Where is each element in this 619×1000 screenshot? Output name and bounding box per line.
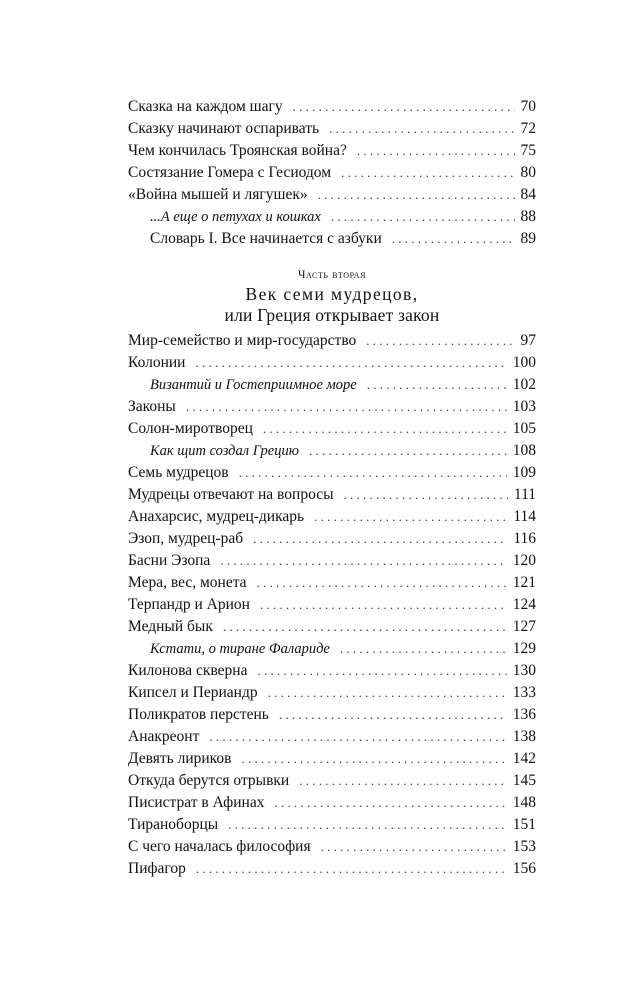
- toc-entry-page: 129: [512, 640, 536, 657]
- toc-entry-title: Византий и Гостеприимное море: [150, 377, 357, 393]
- toc-entry-title: Чем кончилась Троянская война?: [128, 142, 347, 159]
- toc-entry: [128, 572, 536, 594]
- part-title-line1: Век семи мудрецов,: [245, 284, 419, 304]
- toc-entry: [128, 330, 536, 352]
- toc-leader-dots: [220, 550, 506, 572]
- toc-leader-dots: [274, 792, 506, 814]
- toc-entry-page: 151: [512, 816, 536, 833]
- toc-entry: [128, 184, 536, 206]
- toc-entry: [128, 858, 536, 880]
- toc-entry: [128, 140, 536, 162]
- toc-entry-title: С чего началась философия: [128, 838, 311, 855]
- toc-entry-page: 148: [512, 794, 536, 811]
- toc-entry-page: 116: [513, 530, 536, 547]
- toc-leader-dots: [329, 118, 514, 140]
- toc-entry-title: Колонии: [128, 354, 186, 371]
- toc-entry-title: Мудрецы отвечают на вопросы: [128, 486, 334, 503]
- toc-entry-page: 124: [512, 596, 536, 613]
- toc-entry-title: Состязание Гомера с Гесиодом: [128, 164, 332, 181]
- toc-entry-title: «Война мышей и лягушек»: [128, 186, 308, 203]
- toc-entry-page: 120: [512, 552, 536, 569]
- toc-leader-dots: [257, 660, 506, 682]
- toc-entry: [128, 814, 536, 836]
- toc-entry-title: Килонова скверна: [128, 662, 248, 679]
- part-heading: [128, 266, 536, 326]
- toc-leader-dots: [260, 594, 507, 616]
- toc-entry: [128, 748, 536, 770]
- toc-leader-dots: [357, 140, 515, 162]
- toc-entry-page: 156: [512, 860, 536, 877]
- toc-leader-dots: [196, 858, 507, 880]
- toc-part1-list: [128, 96, 536, 250]
- toc-entry: [128, 594, 536, 616]
- toc-entry-title: ...А еще о петухах и кошках: [150, 209, 321, 225]
- toc-leader-dots: [293, 96, 515, 118]
- toc-entry-page: 127: [512, 618, 536, 635]
- toc-leader-dots: [209, 726, 506, 748]
- toc-leader-dots: [340, 638, 507, 660]
- toc-leader-dots: [242, 748, 507, 770]
- toc-entry-page: 136: [512, 706, 536, 723]
- toc-entry-title: Анахарсис, мудрец-дикарь: [128, 508, 305, 525]
- toc-entry-page: 121: [512, 574, 536, 591]
- toc-entry: [128, 396, 536, 418]
- toc-entry-title: Поликратов перстень: [128, 706, 269, 723]
- toc-entry: [128, 836, 536, 858]
- toc-entry-page: 84: [520, 186, 536, 203]
- toc-entry-page: 89: [520, 230, 536, 247]
- toc-leader-dots: [263, 418, 507, 440]
- toc-leader-dots: [309, 440, 507, 462]
- toc-entry-title: Мера, вес, монета: [128, 574, 247, 591]
- toc-entry-title: Как щит создал Грецию: [150, 443, 299, 459]
- toc-entry-title: Словарь I. Все начинается с азбуки: [150, 230, 382, 247]
- toc-entry-page: 103: [512, 398, 536, 415]
- toc-entry-page: 108: [512, 442, 536, 459]
- toc-leader-dots: [223, 616, 507, 638]
- toc-leader-dots: [392, 228, 515, 250]
- toc-leader-dots: [321, 836, 507, 858]
- toc-entry-title: Законы: [128, 398, 176, 415]
- toc-entry-title: Терпандр и Арион: [128, 596, 250, 613]
- toc-leader-dots: [257, 572, 507, 594]
- toc-entry-page: 70: [520, 98, 536, 115]
- toc-entry-page: 130: [512, 662, 536, 679]
- toc-entry-title: Кипсел и Периандр: [128, 684, 258, 701]
- toc-entry: [128, 506, 536, 528]
- toc-leader-dots: [268, 682, 507, 704]
- toc-entry-page: 142: [512, 750, 536, 767]
- toc-entry-title: Пифагор: [128, 860, 186, 877]
- toc-entry-title: Тираноборцы: [128, 816, 219, 833]
- toc-entry-title: Солон-миротворец: [128, 420, 253, 437]
- toc-leader-dots: [228, 814, 507, 836]
- toc-entry: [128, 616, 536, 638]
- toc-entry: [128, 682, 536, 704]
- toc-entry-title: Эзоп, мудрец-раб: [128, 530, 244, 547]
- toc-entry: [128, 550, 536, 572]
- toc-leader-dots: [314, 506, 507, 528]
- toc-leader-dots: [344, 484, 508, 506]
- toc-entry-title: Анакреонт: [128, 728, 200, 745]
- toc-entry-page: 97: [520, 332, 536, 349]
- toc-entry-title: Кстати, о тиране Фаларидe: [150, 641, 330, 657]
- toc-entry-page: 145: [512, 772, 536, 789]
- toc-leader-dots: [366, 330, 514, 352]
- toc-entry: [128, 638, 536, 660]
- toc-leader-dots: [195, 352, 506, 374]
- toc-entry-title: Сказку начинают оспаривать: [128, 120, 320, 137]
- toc-entry-page: 102: [512, 376, 536, 393]
- toc-entry: [128, 726, 536, 748]
- toc-entry-title: Медный бык: [128, 618, 213, 635]
- toc-part2-list: [128, 330, 536, 880]
- toc-entry-page: 100: [512, 354, 536, 371]
- toc-entry-page: 138: [512, 728, 536, 745]
- toc-leader-dots: [367, 374, 507, 396]
- toc-entry: [128, 352, 536, 374]
- toc-entry-title: Басни Эзопа: [128, 552, 211, 569]
- toc-entry-page: 133: [512, 684, 536, 701]
- toc-leader-dots: [318, 184, 515, 206]
- toc-entry-title: Семь мудрецов: [128, 464, 229, 481]
- toc-entry-page: 114: [513, 508, 536, 525]
- toc-leader-dots: [253, 528, 507, 550]
- toc-entry-page: 75: [520, 142, 536, 159]
- toc-entry: [128, 162, 536, 184]
- toc-leader-dots: [186, 396, 507, 418]
- toc-leader-dots: [239, 462, 507, 484]
- toc-entry: [128, 484, 536, 506]
- toc-entry-page: 109: [512, 464, 536, 481]
- toc-entry-page: 111: [513, 486, 536, 503]
- toc-leader-dots: [299, 770, 507, 792]
- toc-leader-dots: [279, 704, 507, 726]
- part-label: Часть вторая: [297, 269, 367, 281]
- toc-leader-dots: [331, 206, 515, 228]
- toc-entry: [128, 440, 536, 462]
- toc-entry: [128, 660, 536, 682]
- table-of-contents: [128, 96, 536, 880]
- toc-entry-title: Сказка на каждом шагу: [128, 98, 283, 115]
- toc-entry-title: Мир-семейство и мир-государство: [128, 332, 357, 349]
- toc-entry: [128, 770, 536, 792]
- toc-entry-page: 153: [512, 838, 536, 855]
- toc-entry-page: 72: [520, 120, 536, 137]
- toc-entry-page: 88: [520, 208, 536, 225]
- toc-entry: [128, 462, 536, 484]
- toc-entry: [128, 206, 536, 228]
- toc-leader-dots: [341, 162, 514, 184]
- toc-entry: [128, 118, 536, 140]
- toc-entry: [128, 792, 536, 814]
- toc-entry-title: Писистрат в Афинах: [128, 794, 265, 811]
- part-title-line2: или Греция открывает закон: [224, 305, 440, 325]
- toc-entry-title: Откуда берутся отрывки: [128, 772, 290, 789]
- toc-entry: [128, 374, 536, 396]
- toc-entry: [128, 704, 536, 726]
- toc-entry: [128, 96, 536, 118]
- toc-entry: [128, 418, 536, 440]
- toc-entry-page: 105: [512, 420, 536, 437]
- toc-entry-page: 80: [520, 164, 536, 181]
- toc-entry: [128, 228, 536, 250]
- toc-entry: [128, 528, 536, 550]
- toc-entry-title: Девять лириков: [128, 750, 232, 767]
